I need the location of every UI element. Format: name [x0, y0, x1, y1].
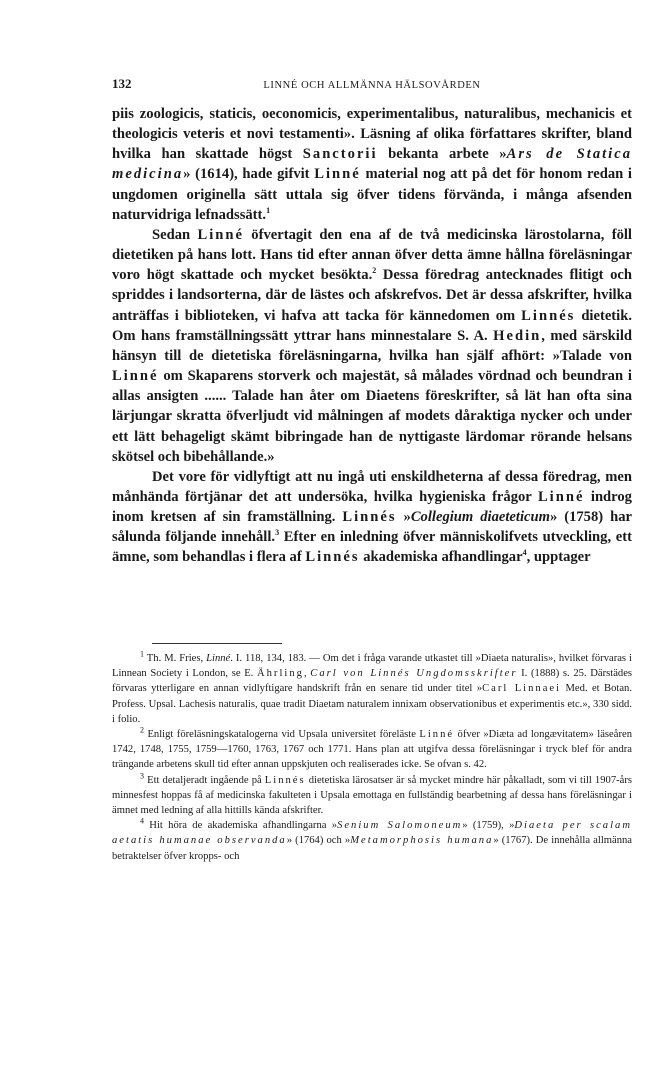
footnote-ref-2: 2 — [372, 266, 377, 276]
page-header — [112, 76, 632, 92]
text-run: » — [396, 509, 411, 526]
name-linne: Linné — [419, 729, 455, 741]
text-run: Med. et Botan. Profess. Upsal. Lachesis naturalis, quae tradit Diaetam naturalem innixam observationibus et experimentis etc.», 330 sidd. i folio. — [112, 683, 632, 725]
footnote-1 — [112, 651, 632, 727]
text-run: I. (1888) s. 25. Därstädes förvaras ytterligare en annan vidlyftigare handskrift från en senare tid under titel » — [112, 668, 633, 695]
text-run: » (1614), hade gifvit — [183, 166, 315, 183]
paragraph-1 — [112, 104, 632, 225]
footnotes — [112, 651, 632, 864]
page-number: 132 — [112, 76, 132, 91]
title-linne: Linné — [206, 653, 231, 664]
text-run: Det vore för vidlyftigt att nu ingå uti enskildheterna af dessa föredrag, men månhända förtjänar det att undersöka, hvilka hygieniska frågor — [112, 468, 632, 505]
text-run: akademiska afhandlingar — [359, 549, 523, 566]
text-run: material nog att på det för honom redan i ungdomen originella sätt uttala sig öfver tidens förvända, i många afsenden naturvidriga lefnadssätt. — [112, 166, 632, 223]
name-hedin: Hedin — [493, 327, 542, 344]
text-run: öfver »Diæta ad longævitatem» läseåren 1742, 1748, 1755, 1759—1760, 1763, 1767 och 1771. Hans plan att utgifva dessa föreläsningar i tryck blef för andra trängande arbetens skull tid efter annan uppskjuten och realiserades icke. Se ofvan s. 42. — [112, 729, 632, 771]
name-carl-linnaei: Carl Linnaei — [482, 683, 562, 695]
footnote-ref-4: 4 — [522, 548, 527, 558]
body-text — [112, 104, 632, 568]
text-run: Th. M. Fries, — [144, 653, 207, 664]
text-run: , upptager — [526, 549, 591, 566]
paragraph-2 — [112, 225, 632, 467]
text-run: Hit höra de akademiska afhandlingarna » — [144, 820, 338, 832]
title-metamorphosis-humana: Metamorphosis humana — [350, 835, 494, 847]
name-linnes: Linnés — [264, 774, 306, 786]
name-linne: Linné — [537, 488, 585, 505]
text-run: » (1767). De innehålla allmänna betraktelser öfver kropps- och — [112, 835, 633, 862]
name-ahrling: Ährling — [256, 668, 304, 680]
footnote-ref-1: 1 — [266, 205, 271, 215]
text-run: piis zoologicis, staticis, oeconomicis, experimentalibus, naturalibus, mechanicis et theologicis veteris et novi testamenti». Läsning af olika författares skrifter, bland hvilka han skattade högst — [112, 106, 632, 163]
footnote-ref-3: 3 — [275, 528, 280, 538]
text-run: Ett detaljeradt ingående på — [144, 774, 265, 786]
text-run: om Skaparens storverk och majestät, så målades vördnad och beundran i allas ansigten ...... Talade han åter om Diaetens föreskrifter, så lät han ofta sina lärjungar skratta öfverljudt vid målningen af modets dåraktiga nycker och under ett lätt behageligt skämt bibringade han de nyttigaste lärdomar rörande helsans skötsel och bibehållande.» — [112, 368, 632, 465]
name-linnes: Linnés — [521, 307, 576, 324]
title-ars-de-statica: Ars de Statica medicina — [112, 146, 633, 183]
name-linne: Linné — [197, 226, 244, 243]
footnote-mark: 4 — [140, 816, 144, 826]
name-linnes: Linnés — [305, 549, 360, 566]
text-run: » (1764) och » — [286, 835, 351, 847]
name-sanctorii: Sanctorii — [302, 146, 378, 163]
text-run: dietetik. Om hans framställningssätt yttrar hans minnestalare S. A. — [112, 307, 632, 344]
text-run: Dessa föredrag antecknades flitigt och spriddes i landsorterna, där de lästes och afskrefvos. Det är dessa afskrifter, hvilka anträffas i biblioteken, vi hafva att tacka för kännedomen om — [112, 267, 632, 324]
text-run: dietetiska lärosatser är så mycket mindre här påkalladt, som vi till 1907-års minnesfest hoppas få af medicinska fakulteten i Upsala emottaga en fullständig bearbetning af dessa hans föreläsningar i ämnet med ledning af alla hittills kända afskrifter. — [112, 774, 632, 817]
running-title: LINNÉ OCH ALLMÄNNA HÄLSOVÅRDEN — [263, 80, 481, 91]
text-run: , med särskild hänsyn till de dietetiska föreläsningarna, hvilka han själf afhört: »Talade von — [112, 327, 633, 364]
name-linne: Linné — [314, 166, 361, 183]
footnote-mark: 3 — [140, 771, 144, 781]
name-linnes: Linnés — [342, 509, 397, 526]
footnote-mark: 1 — [140, 649, 144, 659]
title-diaeta-per-scalam: Diaeta per scalam aetatis humanae observanda — [112, 820, 632, 847]
text-run: , — [303, 668, 311, 680]
text-run: » (1759), » — [462, 820, 515, 832]
text-run: öfvertagit den ena af de två medicinska lärostolarna, föll dietetiken på hans lott. Hans tid efter annan öfver detta ämne hållna föreläsningar voro högt skattade och mycket besökta. — [112, 226, 632, 284]
name-linne: Linné — [112, 368, 159, 385]
text-run: Sedan — [152, 226, 198, 243]
footnote-2 — [112, 727, 632, 773]
text-run: Efter en inledning öfver människolifvets utveckling, ett ämne, som behandlas i flera af — [112, 529, 632, 566]
text-run: indrog inom kretsen af sin framställning. — [112, 488, 632, 526]
footnote-4 — [112, 818, 632, 864]
text-run: Enligt föreläsningskatalogerna vid Upsala universitet föreläste — [144, 729, 420, 741]
footnote-mark: 2 — [140, 725, 144, 735]
title-collegium-diaeteticum: Collegium diaeteticum — [410, 509, 550, 526]
text-run: . I. 118, 134, 183. — Om det i fråga varande utkastet till »Diaeta naturalis», hvilket förvaras i Linnean Society i London, se E. — [112, 653, 632, 680]
footnote-divider — [152, 643, 282, 644]
text-run: » (1758) har sålunda följande innehåll. — [112, 509, 632, 546]
paragraph-3 — [112, 467, 632, 568]
title-senium-salomoneum: Senium Salomoneum — [337, 820, 463, 832]
text-run: bekanta arbete » — [377, 146, 507, 163]
footnote-3 — [112, 773, 632, 819]
title-ungdomsskrifter: Carl von Linnés Ungdomsskrifter — [310, 668, 518, 680]
